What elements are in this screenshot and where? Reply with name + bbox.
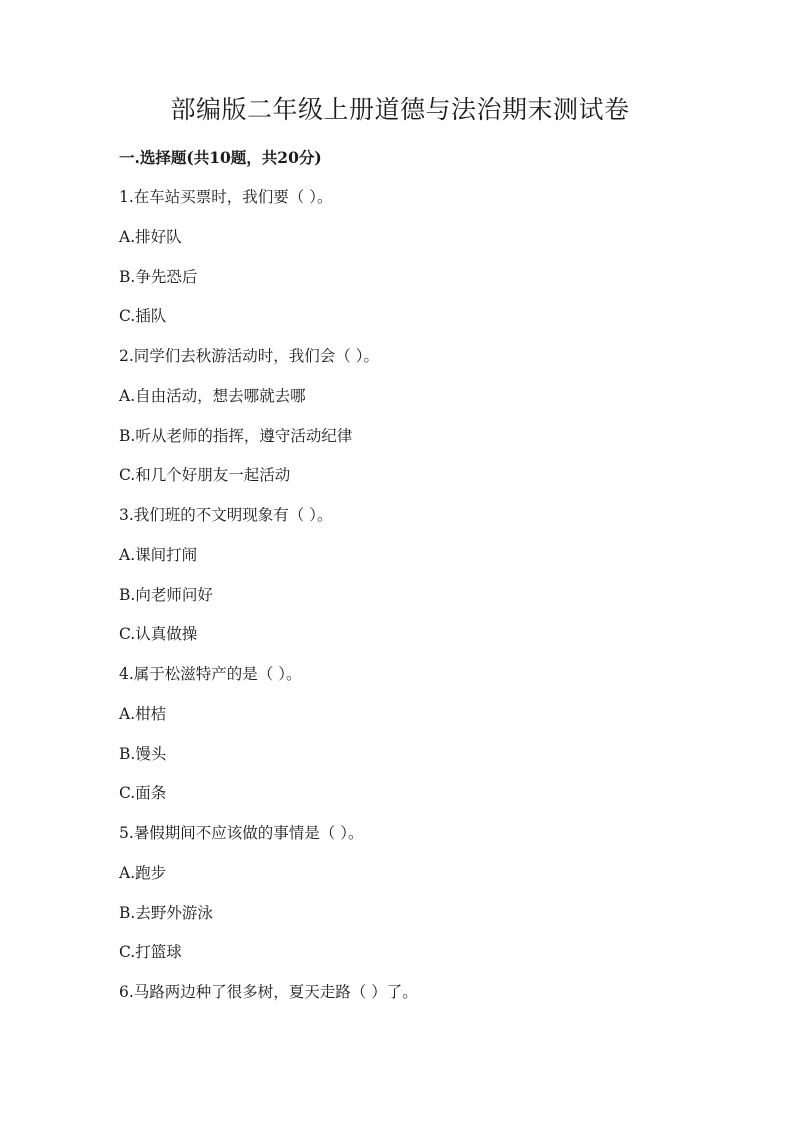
question-stem: 1.在车站买票时，我们要（ ）。 [119, 188, 333, 206]
answer-option: C.面条 [119, 784, 167, 803]
answer-option: B.听从老师的指挥，遵守活动纪律 [119, 426, 353, 445]
answer-option: A.柑桔 [119, 704, 167, 723]
answer-option: C.打篮球 [119, 943, 182, 962]
question-stem: 3.我们班的不文明现象有（ ）。 [119, 506, 333, 524]
answer-option: A.跑步 [119, 863, 167, 882]
answer-option: B.向老师问好 [119, 585, 213, 604]
answer-option: C.认真做操 [119, 625, 198, 644]
answer-option: A.排好队 [119, 227, 182, 246]
question-stem: 2.同学们去秋游活动时，我们会（ ）。 [119, 347, 379, 365]
question-stem: 6.马路两边种了很多树，夏天走路（ ）了。 [119, 983, 418, 1001]
question-stem: 5.暑假期间不应该做的事情是（ ）。 [119, 824, 364, 842]
answer-option: A.课间打闹 [119, 545, 198, 564]
question-list [119, 184, 719, 1019]
answer-option: B.争先恐后 [119, 267, 198, 286]
question-stem: 4.属于松滋特产的是（ ）。 [119, 665, 302, 683]
answer-option: B.去野外游泳 [119, 903, 213, 922]
answer-option: C.插队 [119, 307, 167, 326]
page-title: 部编版二年级上册道德与法治期末测试卷 [170, 95, 630, 124]
answer-option: A.自由活动，想去哪就去哪 [119, 386, 306, 405]
answer-option: B.馒头 [119, 744, 167, 763]
answer-option: C.和几个好朋友一起活动 [119, 466, 291, 485]
section-heading: 一.选择题(共10题，共20分) [119, 148, 322, 167]
